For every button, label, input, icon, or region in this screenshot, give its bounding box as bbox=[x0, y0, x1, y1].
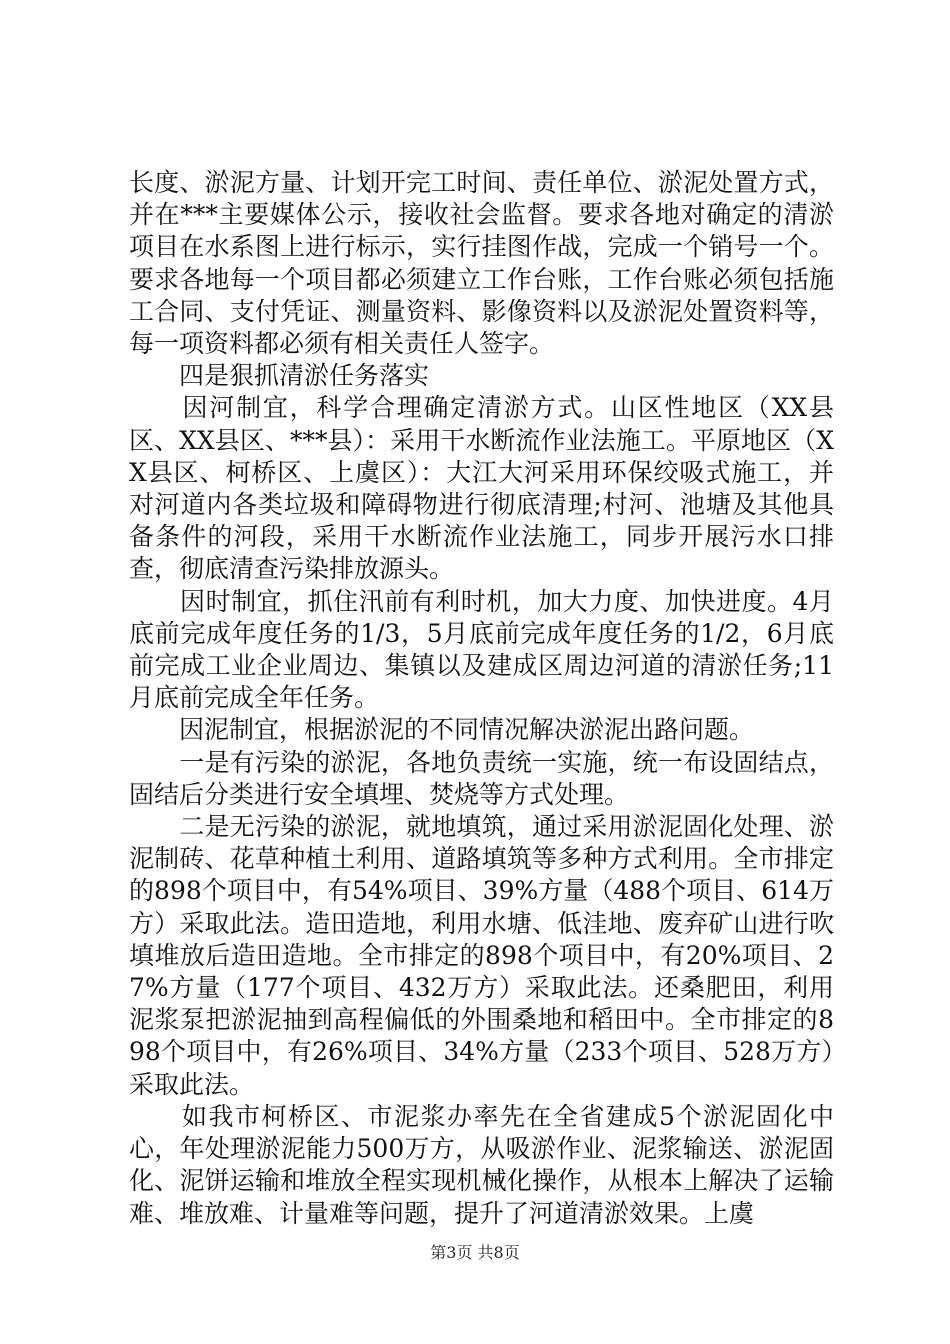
page-footer: 第3页 共8页 bbox=[430, 1243, 520, 1262]
paragraph: 因河制宜，科学合理确定清淤方式。山区性地区（XX县区、XX县区、***县）：采用干水断流作业法施工。平原地区（XX县区、柯桥区、上虞区）：大江大河采用环保绞吸式施工，并对河道内各类垃圾和障碍物进行彻底清理;村河、池塘及其他具备条件的河段，采用干水断流作业法施工，同步开展污水口排查，彻底清查污染排放源头。 bbox=[129, 393, 834, 584]
paragraph: 因时制宜，抓住汛前有利时机，加大力度、加快进度。4月底前完成年度任务的1/3，5月底前完成年度任务的1/2，6月底前完成工业企业周边、集镇以及建成区周边河道的清淤任务;11月底前完成全年任务。 bbox=[129, 586, 834, 713]
paragraph: 因泥制宜，根据淤泥的不同情况解决淤泥出路问题。 bbox=[129, 715, 755, 745]
paragraph: 一是有污染的淤泥，各地负责统一实施，统一布设固结点，固结后分类进行安全填埋、焚烧等方式处理。 bbox=[129, 747, 834, 809]
section-heading: 四是狠抓清淤任务落实 bbox=[129, 361, 430, 391]
paragraph: 如我市柯桥区、市泥浆办率先在全省建成5个淤泥固化中心，年处理淤泥能力500万方，从吸淤作业、泥浆输送、淤泥固化、泥饼运输和堆放全程实现机械化操作，从根本上解决了运输难、堆放难、计量难等问题，提升了河道清淤效果。上虞 bbox=[129, 1101, 834, 1228]
paragraph: 长度、淤泥方量、计划开完工时间、责任单位、淤泥处置方式，并在***主要媒体公示，接收社会监督。要求各地对确定的清淤项目在水系图上进行标示，实行挂图作战，完成一个销号一个。要求各地每一个项目都必须建立工作台账，工作台账必须包括施工合同、支付凭证、测量资料、影像资料以及淤泥处置资料等，每一项资料都必须有相关责任人签字。 bbox=[129, 168, 834, 359]
paragraph: 二是无污染的淤泥，就地填筑，通过采用淤泥固化处理、淤泥制砖、花草种植土利用、道路填筑等多种方式利用。全市排定的898个项目中，有54%项目、39%方量（488个项目、614万方）采取此法。造田造地，利用水塘、低洼地、废弃矿山进行吹填堆放后造田造地。全市排定的898个项目中，有20%项目、27%方量（177个项目、432万方）采取此法。还桑肥田，利用泥浆泵把淤泥抽到高程偏低的外围桑地和稻田中。全市排定的898个项目中，有26%项目、34%方量（233个项目、528万方）采取此法。 bbox=[129, 812, 834, 1099]
document-body bbox=[129, 167, 834, 1230]
